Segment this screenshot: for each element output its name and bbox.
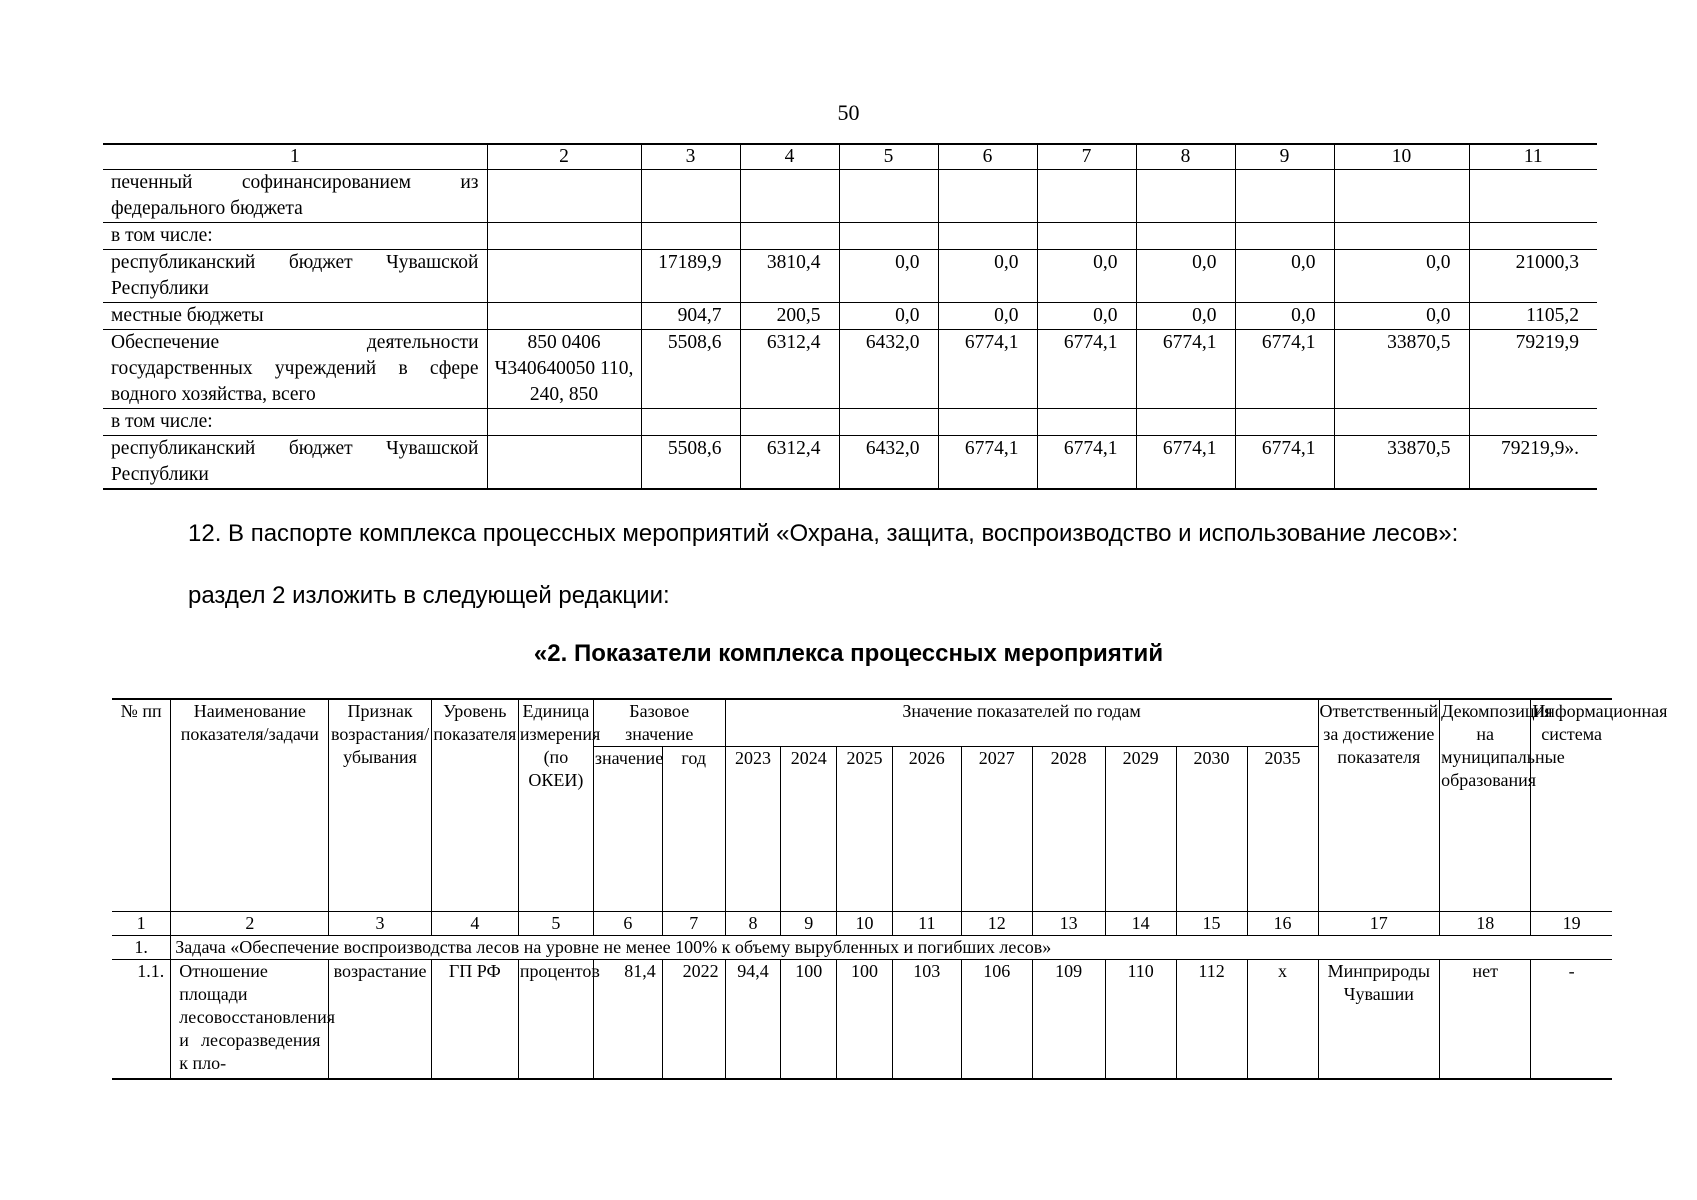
row-year-value: 110	[1105, 960, 1176, 1080]
header-year-2030: 2030	[1176, 747, 1247, 912]
row-value	[1469, 223, 1597, 250]
table-row	[103, 436, 1597, 490]
column-number-13: 13	[1032, 912, 1105, 936]
column-number-8: 8	[1136, 144, 1235, 170]
header-responsible: Ответственный за достижение показателя	[1318, 699, 1440, 912]
row-value: 6774,1	[1235, 436, 1334, 490]
row-year-value: 100	[781, 960, 837, 1080]
row-year-value: 109	[1032, 960, 1105, 1080]
row-value: 6312,4	[740, 330, 839, 409]
row-value: 0,0	[1136, 250, 1235, 303]
row-value: 6774,1	[1235, 330, 1334, 409]
header-level: Уровень показателя	[431, 699, 518, 912]
header-num: № пп	[112, 699, 171, 912]
header-base: Базовое значение	[593, 699, 725, 747]
row-value: 6774,1	[938, 436, 1037, 490]
row-value: 1105,2	[1469, 303, 1597, 330]
row-code	[487, 303, 641, 330]
row-value: 6774,1	[1037, 436, 1136, 490]
row-value: 200,5	[740, 303, 839, 330]
column-number-14: 14	[1105, 912, 1176, 936]
row-year-value: 103	[892, 960, 961, 1080]
row-value	[740, 170, 839, 223]
row-value	[740, 409, 839, 436]
row-value	[1136, 170, 1235, 223]
column-number-11: 11	[1469, 144, 1597, 170]
column-number-6: 6	[593, 912, 662, 936]
row-value: 5508,6	[641, 436, 740, 490]
column-number-6: 6	[938, 144, 1037, 170]
row-value: 904,7	[641, 303, 740, 330]
column-number-10: 10	[1334, 144, 1469, 170]
column-number-15: 15	[1176, 912, 1247, 936]
header-year-2035: 2035	[1247, 747, 1318, 912]
row-decomposition: нет	[1440, 960, 1531, 1080]
row-name: республиканский бюджет Чувашской Республики	[103, 436, 487, 490]
row-value: 33870,5	[1334, 330, 1469, 409]
row-value: 0,0	[938, 303, 1037, 330]
indicators-table	[112, 698, 1668, 1080]
paragraph-item-12: 12. В паспорте комплекса процессных мероприятий «Охрана, защита, воспроизводство и использование лесов»:	[188, 520, 1459, 547]
header-year-2027: 2027	[961, 747, 1032, 912]
row-value	[641, 223, 740, 250]
row-value: 0,0	[839, 250, 938, 303]
column-number-10: 10	[837, 912, 893, 936]
column-number-7: 7	[1037, 144, 1136, 170]
row-value	[1334, 170, 1469, 223]
row-value: 6432,0	[839, 330, 938, 409]
row-value	[1235, 409, 1334, 436]
row-value	[1037, 409, 1136, 436]
table-row	[103, 170, 1597, 223]
column-number-9: 9	[781, 912, 837, 936]
header-year-2028: 2028	[1032, 747, 1105, 912]
row-code	[487, 250, 641, 303]
row-value: 21000,3	[1469, 250, 1597, 303]
header-values-by-year: Значение показателей по годам	[725, 699, 1318, 747]
row-code	[487, 170, 641, 223]
row-value: 0,0	[1334, 303, 1469, 330]
row-year-value: 106	[961, 960, 1032, 1080]
header-decomposition: Декомпозиция на муниципальные образования	[1440, 699, 1531, 912]
row-year-value: 94,4	[725, 960, 781, 1080]
column-number-2: 2	[171, 912, 329, 936]
header-unit: Единица измерения (по ОКЕИ)	[518, 699, 593, 912]
row-value	[1037, 223, 1136, 250]
row-unit: процентов	[518, 960, 593, 1080]
column-number-5: 5	[839, 144, 938, 170]
header-base-year: год	[662, 747, 725, 912]
row-value: 0,0	[1037, 250, 1136, 303]
row-value: 0,0	[1334, 250, 1469, 303]
row-value	[1235, 170, 1334, 223]
row-value	[1136, 223, 1235, 250]
row-name: республиканский бюджет Чувашской Республики	[103, 250, 487, 303]
row-value: 0,0	[1235, 250, 1334, 303]
row-base-value: 81,4	[593, 960, 662, 1080]
header-year-2025: 2025	[837, 747, 893, 912]
row-value	[1469, 409, 1597, 436]
section-heading: «2. Показатели комплекса процессных мероприятий	[533, 640, 1164, 667]
financing-table	[103, 143, 1597, 490]
row-value: 0,0	[1037, 303, 1136, 330]
row-value	[1037, 170, 1136, 223]
row-value: 6774,1	[938, 330, 1037, 409]
task-number: 1.	[112, 936, 171, 960]
row-name: Отношение площади лесовосстановления и лесоразведения к пло-	[171, 960, 329, 1080]
table-header-row	[103, 144, 1597, 170]
header-year-2023: 2023	[725, 747, 781, 912]
column-number-3: 3	[329, 912, 431, 936]
row-year-value: х	[1247, 960, 1318, 1080]
row-name: печенный софинансированием из федерального бюджета	[103, 170, 487, 223]
column-number-19: 19	[1531, 912, 1612, 936]
row-info-system: -	[1531, 960, 1612, 1080]
table-row	[103, 303, 1597, 330]
row-code	[487, 223, 641, 250]
row-value	[839, 170, 938, 223]
row-code	[487, 436, 641, 490]
row-value: 33870,5	[1334, 436, 1469, 490]
row-responsible: Минприроды Чувашии	[1318, 960, 1440, 1080]
header-name: Наименование показателя/задачи	[171, 699, 329, 912]
row-value: 79219,9	[1469, 330, 1597, 409]
row-value: 17189,9	[641, 250, 740, 303]
page-number: 50	[837, 100, 860, 125]
column-number-8: 8	[725, 912, 781, 936]
column-number-3: 3	[641, 144, 740, 170]
task-text: Задача «Обеспечение воспроизводства лесов на уровне не менее 100% к объему вырубленных и погибших лесов»	[171, 936, 1612, 960]
column-number-16: 16	[1247, 912, 1318, 936]
row-sign: возрастание	[329, 960, 431, 1080]
table-row	[103, 250, 1597, 303]
row-value	[938, 170, 1037, 223]
row-value: 6774,1	[1037, 330, 1136, 409]
column-number-11: 11	[892, 912, 961, 936]
column-number-4: 4	[740, 144, 839, 170]
row-value	[1469, 170, 1597, 223]
header-year-2029: 2029	[1105, 747, 1176, 912]
row-year-value: 112	[1176, 960, 1247, 1080]
row-value	[839, 409, 938, 436]
row-name: в том числе:	[103, 223, 487, 250]
row-level: ГП РФ	[431, 960, 518, 1080]
header-base-value: значение	[593, 747, 662, 912]
row-value: 6774,1	[1136, 436, 1235, 490]
row-value: 79219,9».	[1469, 436, 1597, 490]
column-number-17: 17	[1318, 912, 1440, 936]
table-row	[103, 409, 1597, 436]
column-number-2: 2	[487, 144, 641, 170]
header-year-2024: 2024	[781, 747, 837, 912]
column-number-1: 1	[103, 144, 487, 170]
row-name: в том числе:	[103, 409, 487, 436]
header-sign: Признак возрастания/ убывания	[329, 699, 431, 912]
row-year-value: 100	[837, 960, 893, 1080]
row-value: 0,0	[1235, 303, 1334, 330]
row-base-year: 2022	[662, 960, 725, 1080]
row-name: местные бюджеты	[103, 303, 487, 330]
row-value	[641, 409, 740, 436]
column-number-18: 18	[1440, 912, 1531, 936]
row-value: 3810,4	[740, 250, 839, 303]
row-value	[1334, 409, 1469, 436]
row-value	[839, 223, 938, 250]
header-year-2026: 2026	[892, 747, 961, 912]
row-value	[641, 170, 740, 223]
row-value	[938, 409, 1037, 436]
row-value: 5508,6	[641, 330, 740, 409]
row-value: 0,0	[1136, 303, 1235, 330]
row-code: 850 0406 Ч340640050 110, 240, 850	[487, 330, 641, 409]
header-info-system: Информационная система	[1531, 699, 1612, 912]
row-value: 0,0	[938, 250, 1037, 303]
paragraph-section-2: раздел 2 изложить в следующей редакции:	[188, 582, 670, 609]
table-row	[103, 330, 1597, 409]
column-number-1: 1	[112, 912, 171, 936]
column-number-9: 9	[1235, 144, 1334, 170]
column-number-4: 4	[431, 912, 518, 936]
row-name: Обеспечение деятельности государственных учреждений в сфере водного хозяйства, всего	[103, 330, 487, 409]
column-number-12: 12	[961, 912, 1032, 936]
row-value: 6774,1	[1136, 330, 1235, 409]
table-row	[103, 223, 1597, 250]
row-value: 6312,4	[740, 436, 839, 490]
row-value	[740, 223, 839, 250]
row-value	[1136, 409, 1235, 436]
row-value	[1334, 223, 1469, 250]
row-code	[487, 409, 641, 436]
row-number: 1.1.	[112, 960, 171, 1080]
row-value	[938, 223, 1037, 250]
row-value	[1235, 223, 1334, 250]
row-value: 0,0	[839, 303, 938, 330]
row-value: 6432,0	[839, 436, 938, 490]
column-number-7: 7	[662, 912, 725, 936]
column-number-5: 5	[518, 912, 593, 936]
